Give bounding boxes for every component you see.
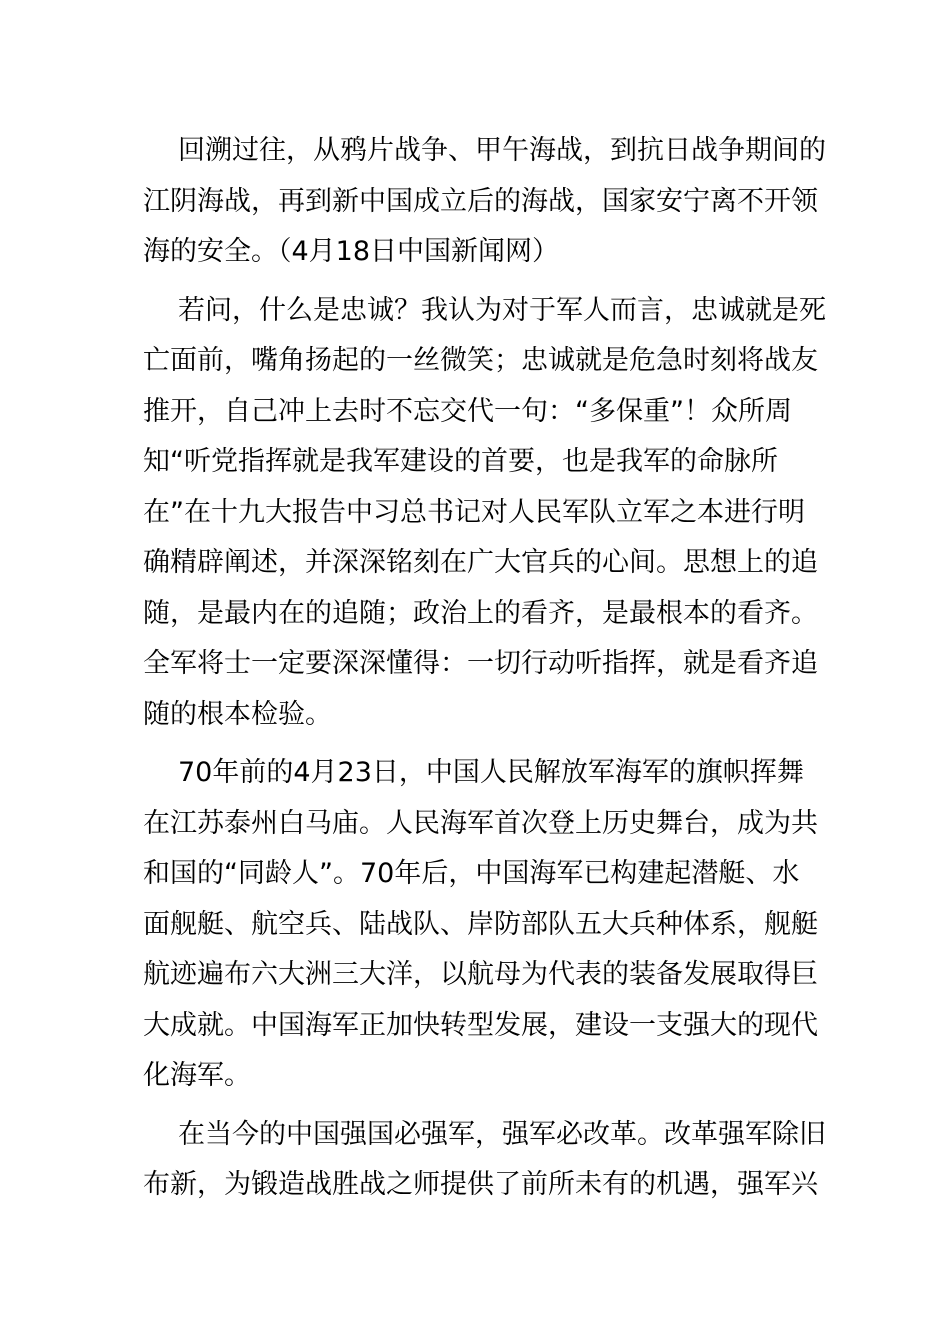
- paragraph-line: 和国的“同龄人”。70年后，中国海军已构建起潜艇、水: [143, 858, 800, 889]
- paragraph-line: 海的安全。（4月18日中国新闻网）: [143, 236, 560, 267]
- paragraph-line: 全军将士一定要深深懂得：一切行动听指挥，就是看齐追: [143, 648, 818, 679]
- paragraph-4: [143, 1110, 826, 1211]
- paragraph-line: 面舰艇、航空兵、陆战队、岸防部队五大兵种体系，舰艇: [143, 908, 818, 940]
- paragraph-line: 在”在十九大报告中习总书记对人民军队立军之本进行明: [143, 496, 805, 528]
- paragraph-2: [143, 286, 826, 741]
- paragraph-line: 若问，什么是忠诚？我认为对于军人而言，忠诚就是死: [178, 294, 826, 326]
- document-body: [143, 126, 826, 1211]
- paragraph-1: [143, 126, 826, 278]
- paragraph-line: 航迹遍布六大洲三大洋，以航母为代表的装备发展取得巨: [143, 959, 818, 990]
- paragraph-line: 推开，自己冲上去时不忘交代一句：“多保重”！众所周: [143, 395, 792, 427]
- paragraph-line: 知“听党指挥就是我军建设的首要，也是我军的命脉所: [143, 446, 778, 477]
- paragraph-line: 随，是最内在的追随；政治上的看齐，是最根本的看齐。: [143, 597, 818, 629]
- paragraph-line: 回溯过往，从鸦片战争、甲午海战，到抗日战争期间的: [178, 135, 826, 166]
- paragraph-line: 江阴海战，再到新中国成立后的海战，国家安宁离不开领: [143, 185, 818, 217]
- paragraph-3: [143, 748, 818, 1102]
- paragraph-line: 70年前的4月23日，中国人民解放军海军的旗帜挥舞: [178, 757, 804, 788]
- paragraph-line: 在江苏泰州白马庙。人民海军首次登上历史舞台，成为共: [143, 807, 818, 839]
- paragraph-line: 确精辟阐述，并深深铭刻在广大官兵的心间。思想上的追: [143, 547, 818, 578]
- paragraph-line: 亡面前，嘴角扬起的一丝微笑；忠诚就是危急时刻将战友: [143, 345, 818, 376]
- paragraph-line: 化海军。: [143, 1060, 251, 1091]
- paragraph-line: 大成就。中国海军正加快转型发展，建设一支强大的现代: [143, 1009, 818, 1041]
- paragraph-line: 布新，为锻造战胜战之师提供了前所未有的机遇，强军兴: [143, 1169, 818, 1200]
- paragraph-line: 在当今的中国强国必强军，强军必改革。改革强军除旧: [178, 1118, 826, 1150]
- paragraph-line: 随的根本检验。: [143, 698, 332, 730]
